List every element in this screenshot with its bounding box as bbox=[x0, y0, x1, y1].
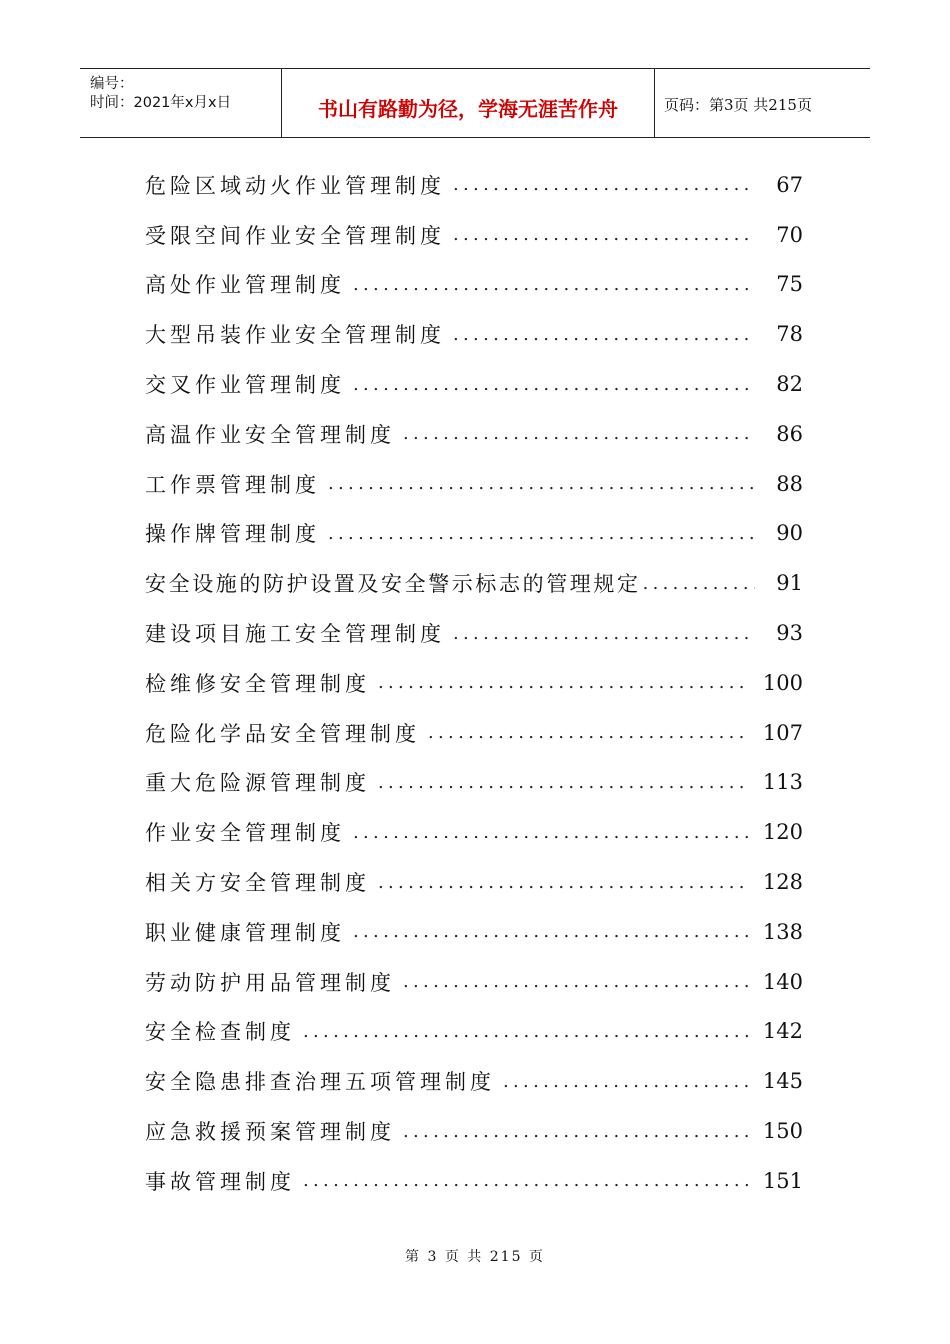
toc-entry[interactable] bbox=[145, 1156, 803, 1206]
toc-leader-dots bbox=[378, 772, 749, 793]
toc-entry-page: 120 bbox=[762, 820, 803, 845]
toc-leader-dots bbox=[403, 423, 755, 444]
toc-entry-page: 140 bbox=[762, 969, 803, 994]
toc-entry-page: 150 bbox=[762, 1119, 803, 1144]
toc-entry-title: 建设项目施工安全管理制度 bbox=[145, 622, 445, 647]
toc-entry-page: 70 bbox=[776, 222, 803, 247]
toc-entry[interactable] bbox=[145, 857, 803, 907]
toc-leader-dots bbox=[403, 1121, 749, 1142]
toc-entry-page: 91 bbox=[776, 571, 803, 596]
toc-entry-page: 82 bbox=[776, 372, 803, 397]
toc-entry-title: 重大危险源管理制度 bbox=[145, 771, 370, 796]
toc-leader-dots bbox=[378, 672, 749, 693]
toc-entry-page: 93 bbox=[776, 621, 803, 646]
toc-entry-page: 142 bbox=[762, 1019, 803, 1044]
toc-entry-page: 100 bbox=[762, 670, 803, 695]
toc-entry[interactable] bbox=[145, 210, 803, 260]
toc-entry[interactable] bbox=[145, 1106, 803, 1156]
header-motto: 书山有路勤为径，学海无涯苦作舟 bbox=[318, 97, 618, 121]
toc-entry[interactable] bbox=[145, 509, 803, 559]
toc-entry[interactable] bbox=[145, 260, 803, 310]
toc-leader-dots bbox=[328, 473, 755, 494]
toc-entry-page: 107 bbox=[762, 720, 803, 745]
toc-entry-page: 128 bbox=[762, 870, 803, 895]
toc-entry-title: 安全隐患排查治理五项管理制度 bbox=[145, 1070, 495, 1095]
toc-leader-dots bbox=[643, 573, 755, 594]
toc-leader-dots bbox=[353, 374, 755, 395]
toc-entry-title: 安全检查制度 bbox=[145, 1020, 295, 1045]
toc-entry-page: 67 bbox=[776, 172, 803, 197]
toc-entry-title: 受限空间作业安全管理制度 bbox=[145, 223, 445, 248]
toc-leader-dots bbox=[353, 921, 749, 942]
toc-entry-title: 作业安全管理制度 bbox=[145, 821, 345, 846]
toc-entry-page: 75 bbox=[776, 272, 803, 297]
toc-entry-title: 职业健康管理制度 bbox=[145, 920, 345, 945]
toc-entry-title: 相关方安全管理制度 bbox=[145, 871, 370, 896]
toc-leader-dots bbox=[428, 722, 749, 743]
toc-entry-title: 高温作业安全管理制度 bbox=[145, 422, 395, 447]
toc-entry[interactable] bbox=[145, 658, 803, 708]
toc-leader-dots bbox=[453, 324, 755, 345]
document-date: 时间：2021年x月x日 bbox=[90, 95, 232, 111]
toc-entry-page: 78 bbox=[776, 322, 803, 347]
toc-leader-dots bbox=[328, 523, 755, 544]
toc-entry-page: 138 bbox=[762, 919, 803, 944]
header-page-cell bbox=[654, 69, 870, 137]
document-number-label: 编号： bbox=[90, 76, 134, 92]
header-meta bbox=[80, 69, 280, 137]
toc-entry-title: 检维修安全管理制度 bbox=[145, 671, 370, 696]
toc-entry-title: 危险区域动火作业管理制度 bbox=[145, 173, 445, 198]
toc-entry-title: 劳动防护用品管理制度 bbox=[145, 970, 395, 995]
toc-entry[interactable] bbox=[145, 558, 803, 608]
toc-entry-title: 危险化学品安全管理制度 bbox=[145, 721, 420, 746]
toc-entry-title: 高处作业管理制度 bbox=[145, 273, 345, 298]
toc-entry[interactable] bbox=[145, 957, 803, 1007]
toc-entry[interactable] bbox=[145, 359, 803, 409]
toc-entry[interactable] bbox=[145, 608, 803, 658]
toc-entry-page: 151 bbox=[762, 1168, 803, 1193]
toc-entry-title: 工作票管理制度 bbox=[145, 472, 320, 497]
toc-entry-title: 安全设施的防护设置及安全警示标志的管理规定 bbox=[145, 572, 641, 597]
toc-leader-dots bbox=[453, 174, 755, 195]
toc-entry[interactable] bbox=[145, 1056, 803, 1106]
toc-leader-dots bbox=[378, 872, 749, 893]
toc-leader-dots bbox=[403, 971, 749, 992]
toc-entry[interactable] bbox=[145, 708, 803, 758]
toc-leader-dots bbox=[353, 822, 749, 843]
toc-entry[interactable] bbox=[145, 309, 803, 359]
toc-entry-page: 90 bbox=[776, 521, 803, 546]
toc-entry-title: 应急救援预案管理制度 bbox=[145, 1120, 395, 1145]
toc-entry-title: 大型吊装作业安全管理制度 bbox=[145, 323, 445, 348]
toc-leader-dots bbox=[503, 1071, 749, 1092]
toc-entry[interactable] bbox=[145, 758, 803, 808]
page-footer: 第 3 页 共 215 页 bbox=[405, 1249, 545, 1265]
toc-entry[interactable] bbox=[145, 160, 803, 210]
header-motto-cell bbox=[281, 69, 655, 137]
toc-leader-dots bbox=[453, 623, 755, 644]
header-page-info: 页码：第3页 共215页 bbox=[664, 96, 812, 114]
toc-leader-dots bbox=[303, 1021, 749, 1042]
toc-entry-title: 操作牌管理制度 bbox=[145, 522, 320, 547]
toc-leader-dots bbox=[303, 1170, 749, 1191]
toc-entry[interactable] bbox=[145, 1007, 803, 1057]
toc-entry[interactable] bbox=[145, 907, 803, 957]
toc-entry-page: 113 bbox=[762, 770, 803, 795]
table-of-contents bbox=[145, 160, 803, 1206]
toc-entry-title: 事故管理制度 bbox=[145, 1169, 295, 1194]
toc-leader-dots bbox=[453, 224, 755, 245]
toc-entry[interactable] bbox=[145, 409, 803, 459]
toc-entry[interactable] bbox=[145, 807, 803, 857]
toc-leader-dots bbox=[353, 274, 755, 295]
toc-entry-page: 145 bbox=[762, 1069, 803, 1094]
toc-entry-page: 86 bbox=[776, 421, 803, 446]
toc-entry-page: 88 bbox=[776, 471, 803, 496]
page-header bbox=[80, 68, 870, 138]
toc-entry[interactable] bbox=[145, 459, 803, 509]
toc-entry-title: 交叉作业管理制度 bbox=[145, 373, 345, 398]
